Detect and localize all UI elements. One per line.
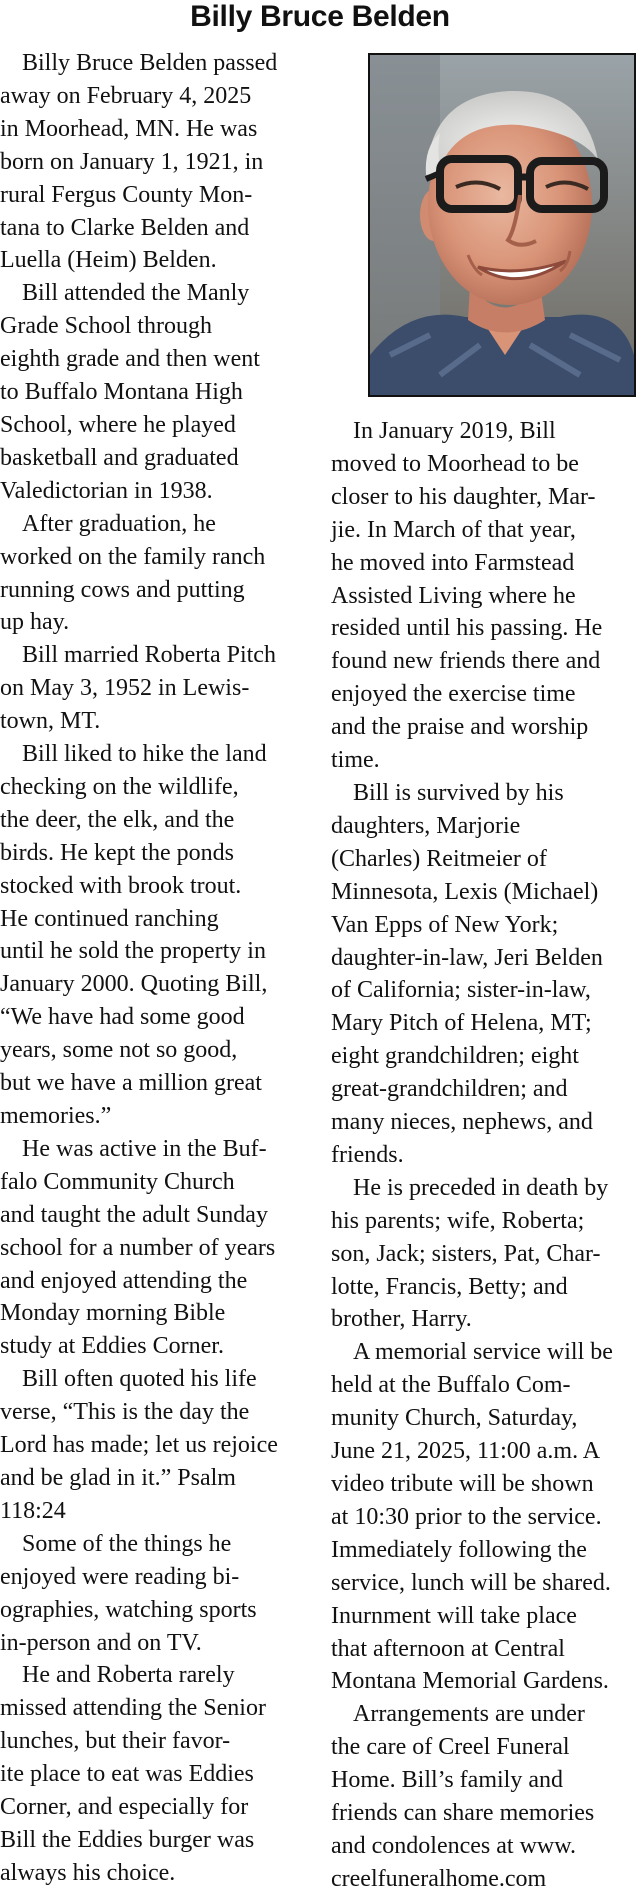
obituary-paragraph — [0, 277, 318, 507]
text-line: Bill often quoted his life — [22, 1366, 257, 1393]
text-line: video tribute will be shown — [331, 1471, 594, 1497]
text-line: eighth grade and then went — [0, 346, 260, 373]
obituary-paragraph — [0, 1133, 318, 1363]
text-line: held at the Buffalo Com- — [331, 1372, 571, 1399]
text-line: brother, Harry. — [331, 1306, 472, 1333]
text-line: in-person and on TV. — [0, 1629, 202, 1656]
obituary-paragraph — [0, 508, 318, 640]
text-line: friends can share memories — [331, 1800, 595, 1827]
text-line: up hay. — [0, 609, 70, 636]
text-line: Immediately following the — [331, 1536, 587, 1563]
text-line: he moved into Farmstead — [331, 549, 575, 576]
text-line: his parents; wife, Roberta; — [331, 1207, 585, 1234]
text-line: great-grandchildren; and — [331, 1076, 568, 1103]
text-line: Minnesota, Lexis (Michael) — [331, 878, 599, 905]
text-line: He was active in the Buf- — [22, 1135, 267, 1162]
text-line: Some of the things he — [22, 1530, 232, 1557]
text-line: Bill the Eddies burger was — [0, 1826, 255, 1853]
text-line: and condolences at www. — [331, 1832, 577, 1859]
text-line: study at Eddies Corner. — [0, 1333, 224, 1360]
obituary-paragraph — [331, 1698, 640, 1895]
text-line: away on February 4, 2025 — [0, 82, 252, 109]
text-line: ite place to eat was Eddies — [0, 1761, 254, 1788]
text-line: enjoyed were reading bi- — [0, 1563, 240, 1590]
text-line: munity Church, Saturday, — [331, 1405, 578, 1432]
text-line: to Buffalo Montana High — [0, 379, 243, 406]
text-line: and enjoyed attending the — [0, 1267, 248, 1294]
text-line: June 21, 2025, 11:00 a.m. A — [331, 1438, 601, 1465]
text-line: Van Epps of New York; — [331, 911, 559, 938]
right-column — [331, 415, 640, 1896]
text-line: Bill is survived by his — [353, 779, 564, 806]
text-line: enjoyed the exercise time — [331, 681, 576, 708]
text-line: Luella (Heim) Belden. — [0, 247, 217, 274]
text-line: at 10:30 prior to the service. — [331, 1503, 602, 1530]
obituary-paragraph — [0, 738, 318, 1133]
text-line: He is preceded in death by — [353, 1174, 609, 1201]
text-line: stocked with brook trout. — [0, 872, 242, 899]
text-line: birds. He kept the ponds — [0, 839, 234, 866]
text-line: Home. Bill’s family and — [331, 1767, 563, 1794]
text-line: lotte, Francis, Betty; and — [331, 1273, 568, 1300]
text-line: He and Roberta rarely — [22, 1662, 235, 1689]
text-line: lunches, but their favor- — [0, 1728, 231, 1755]
text-line: checking on the wildlife, — [0, 773, 239, 800]
text-line: Arrangements are under — [353, 1701, 585, 1728]
text-line: Mary Pitch of Helena, MT; — [331, 1010, 592, 1037]
text-line: daughter-in-law, Jeri Belden — [331, 944, 603, 971]
text-line: After graduation, he — [22, 510, 216, 537]
text-line: born on January 1, 1921, in — [0, 148, 264, 175]
obituary-paragraph — [0, 639, 318, 738]
text-line: Assisted Living where he — [331, 582, 576, 609]
text-line: Bill attended the Manly — [22, 280, 250, 307]
portrait-image — [370, 55, 634, 395]
text-line: memories.” — [0, 1103, 112, 1129]
obituary-paragraph — [331, 1336, 640, 1698]
obituary-paragraph — [0, 1363, 318, 1528]
text-line: January 2000. Quoting Bill, — [0, 971, 268, 998]
text-line: service, lunch will be shared. — [331, 1569, 611, 1596]
text-line: but we have a million great — [0, 1070, 262, 1097]
text-line: Grade School through — [0, 313, 212, 340]
text-line: years, some not so good, — [0, 1037, 238, 1064]
text-line: basketball and graduated — [0, 444, 239, 471]
obituary-paragraph — [0, 1659, 318, 1889]
text-line: (Charles) Reitmeier of — [331, 845, 547, 872]
text-line: Bill liked to hike the land — [22, 741, 267, 768]
text-line: resided until his passing. He — [331, 615, 603, 642]
text-line: jie. In March of that year, — [331, 516, 576, 543]
text-line: and taught the adult Sunday — [0, 1201, 268, 1228]
text-line: found new friends there and — [331, 648, 601, 675]
text-line: worked on the family ranch — [0, 543, 266, 570]
text-line: “We have had some good — [0, 1004, 245, 1031]
text-line: school for a number of years — [0, 1234, 276, 1261]
text-line: running cows and putting — [0, 576, 245, 603]
text-line: on May 3, 1952 in Lewis- — [0, 675, 250, 702]
text-line: Bill married Roberta Pitch — [22, 642, 276, 669]
text-line: time. — [331, 747, 380, 774]
obituary-paragraph — [0, 1528, 318, 1660]
obituary-paragraph — [0, 47, 318, 277]
text-line: in Moorhead, MN. He was — [0, 115, 258, 142]
text-line: A memorial service will be — [353, 1339, 613, 1366]
text-line: ographies, watching sports — [0, 1596, 257, 1623]
obituary-paragraph — [331, 415, 640, 777]
text-line: daughters, Marjorie — [331, 812, 521, 839]
text-line: tana to Clarke Belden and — [0, 214, 250, 241]
text-line: Valedictorian in 1938. — [0, 477, 213, 504]
text-line: the deer, the elk, and the — [0, 806, 235, 833]
text-line: friends. — [331, 1141, 404, 1168]
text-line: and be glad in it.” Psalm — [0, 1464, 236, 1491]
text-line: School, where he played — [0, 411, 236, 438]
text-line: until he sold the property in — [0, 938, 266, 965]
text-line: and the praise and worship — [331, 714, 589, 741]
text-line: 118:24 — [0, 1497, 66, 1524]
obituary-paragraph — [331, 1172, 640, 1337]
text-line: He continued ranching — [0, 905, 219, 932]
text-line: Montana Memorial Gardens. — [331, 1668, 609, 1695]
obituary-paragraph — [331, 777, 640, 1172]
text-line: falo Community Church — [0, 1168, 235, 1195]
text-line: always his choice. — [0, 1859, 176, 1886]
text-line: Corner, and especially for — [0, 1794, 249, 1821]
left-column — [0, 47, 318, 1890]
text-line: Inurnment will take place — [331, 1602, 577, 1629]
text-line: of California; sister-in-law, — [331, 977, 591, 1004]
text-line: Lord has made; let us rejoice — [0, 1432, 278, 1459]
obituary-title: Billy Bruce Belden — [190, 0, 450, 33]
text-line: verse, “This is the day the — [0, 1399, 250, 1426]
text-line: closer to his daughter, Mar- — [331, 483, 596, 510]
text-line: missed attending the Senior — [0, 1695, 266, 1722]
text-line: the care of Creel Funeral — [331, 1734, 570, 1761]
text-line: son, Jack; sisters, Pat, Char- — [331, 1240, 601, 1267]
text-line: that afternoon at Central — [331, 1635, 565, 1662]
text-line: Billy Bruce Belden passed — [22, 50, 278, 76]
text-line: In January 2019, Bill — [353, 418, 556, 444]
text-line: rural Fergus County Mon- — [0, 181, 253, 208]
text-line: Monday morning Bible — [0, 1300, 226, 1327]
text-line: creelfuneralhome.com — [331, 1865, 547, 1892]
text-line: moved to Moorhead to be — [331, 450, 579, 477]
portrait-photo — [368, 53, 636, 397]
text-line: town, MT. — [0, 708, 101, 735]
text-line: eight grandchildren; eight — [331, 1043, 579, 1070]
text-line: many nieces, nephews, and — [331, 1109, 593, 1136]
